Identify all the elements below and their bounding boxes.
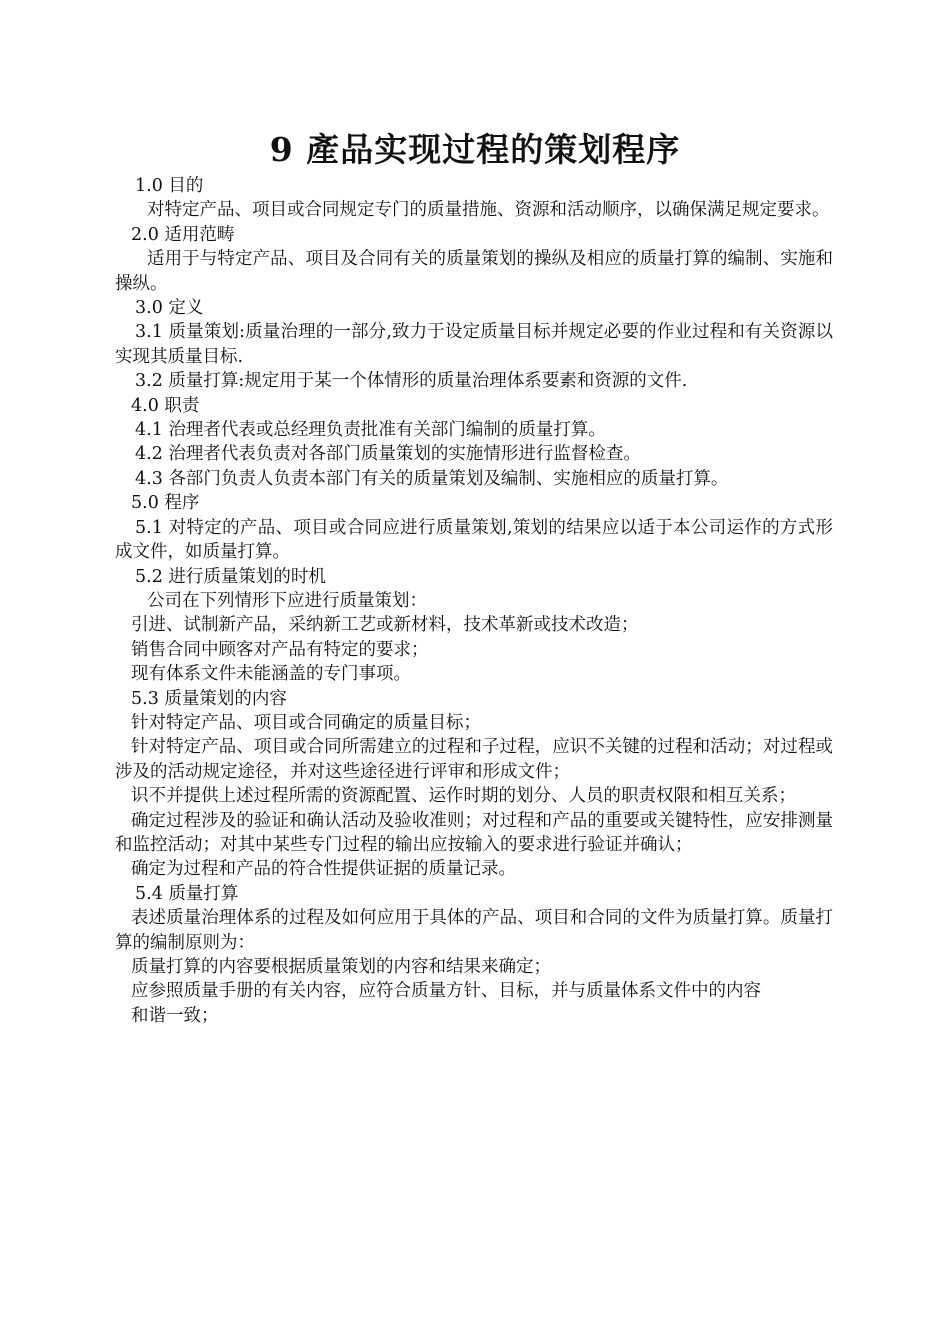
paragraph: 3.2 质量打算:规定用于某一个体情形的质量治理体系要素和资源的文件. bbox=[135, 371, 688, 392]
paragraph: 4.2 治理者代表负责对各部门质量策划的实施情形进行监督检查。 bbox=[135, 444, 641, 465]
paragraph: 针对特定产品、项目或合同确定的质量目标； bbox=[131, 712, 481, 733]
paragraph: 表述质量治理体系的过程及如何应用于具体的产品、项目和合同的文件为质量打算。质量打算的编制原则为： bbox=[115, 908, 833, 953]
paragraph: 确定过程涉及的验证和确认活动及验收准则；对过程和产品的重要或关键特性，应安排测量和监控活动；对其中某些专门过程的输出应按输入的要求进行验证并确认； bbox=[115, 810, 833, 855]
document-body bbox=[115, 174, 833, 1028]
paragraph: 4.1 治理者代表或总经理负责批准有关部门编制的质量打算。 bbox=[135, 420, 606, 441]
paragraph: 4.0 职责 bbox=[131, 395, 200, 416]
paragraph: 5.0 程序 bbox=[131, 493, 200, 514]
paragraph: 和谐一致； bbox=[131, 1005, 219, 1026]
paragraph: 销售合同中顾客对产品有特定的要求； bbox=[131, 639, 429, 660]
paragraph: 质量打算的内容要根据质量策划的内容和结果来确定； bbox=[131, 957, 551, 977]
paragraph: 识不并提供上述过程所需的资源配置、运作时期的划分、人员的职责权限和相互关系； bbox=[131, 786, 796, 807]
paragraph: 2.0 适用范畴 bbox=[131, 224, 235, 245]
paragraph: 5.4 质量打算 bbox=[135, 883, 239, 904]
paragraph: 应参照质量手册的有关内容，应符合质量方针、目标，并与质量体系文件中的内容 bbox=[131, 981, 761, 1002]
paragraph: 针对特定产品、项目或合同所需建立的过程和子过程，应识不关键的过程和活动；对过程或涉及的活动规定途径，并对这些途径进行评审和形成文件； bbox=[115, 737, 833, 782]
paragraph: 3.1 质量策划:质量治理的一部分,致力于设定质量目标并规定必要的作业过程和有关资源以实现其质量目标. bbox=[115, 322, 833, 367]
paragraph: 公司在下列情形下应进行质量策划： bbox=[147, 590, 427, 611]
paragraph: 引进、试制新产品，采纳新工艺或新材料，技术革新或技术改造； bbox=[131, 615, 639, 636]
paragraph: 现有体系文件未能涵盖的专门事项。 bbox=[131, 664, 411, 685]
paragraph: 4.3 各部门负责人负责本部门有关的质量策划及编制、实施相应的质量打算。 bbox=[135, 468, 729, 489]
paragraph: 5.2 进行质量策划的时机 bbox=[135, 566, 326, 587]
paragraph: 适用于与特定产品、项目及合同有关的质量策划的操纵及相应的质量打算的编制、实施和操纵。 bbox=[115, 249, 833, 294]
paragraph: 3.0 定义 bbox=[135, 298, 204, 319]
paragraph: 确定为过程和产品的符合性提供证据的质量记录。 bbox=[131, 859, 516, 880]
paragraph: 对特定产品、项目或合同规定专门的质量措施、资源和活动顺序，以确保满足规定要求。 bbox=[147, 200, 830, 221]
document-title: 9 產品实现过程的策划程序 bbox=[269, 130, 681, 169]
paragraph: 1.0 目的 bbox=[135, 176, 204, 196]
paragraph: 5.3 质量策划的内容 bbox=[131, 688, 287, 709]
paragraph: 5.1 对特定的产品、项目或合同应进行质量策划,策划的结果应以适于本公司运作的方式形成文件，如质量打算。 bbox=[115, 517, 833, 563]
